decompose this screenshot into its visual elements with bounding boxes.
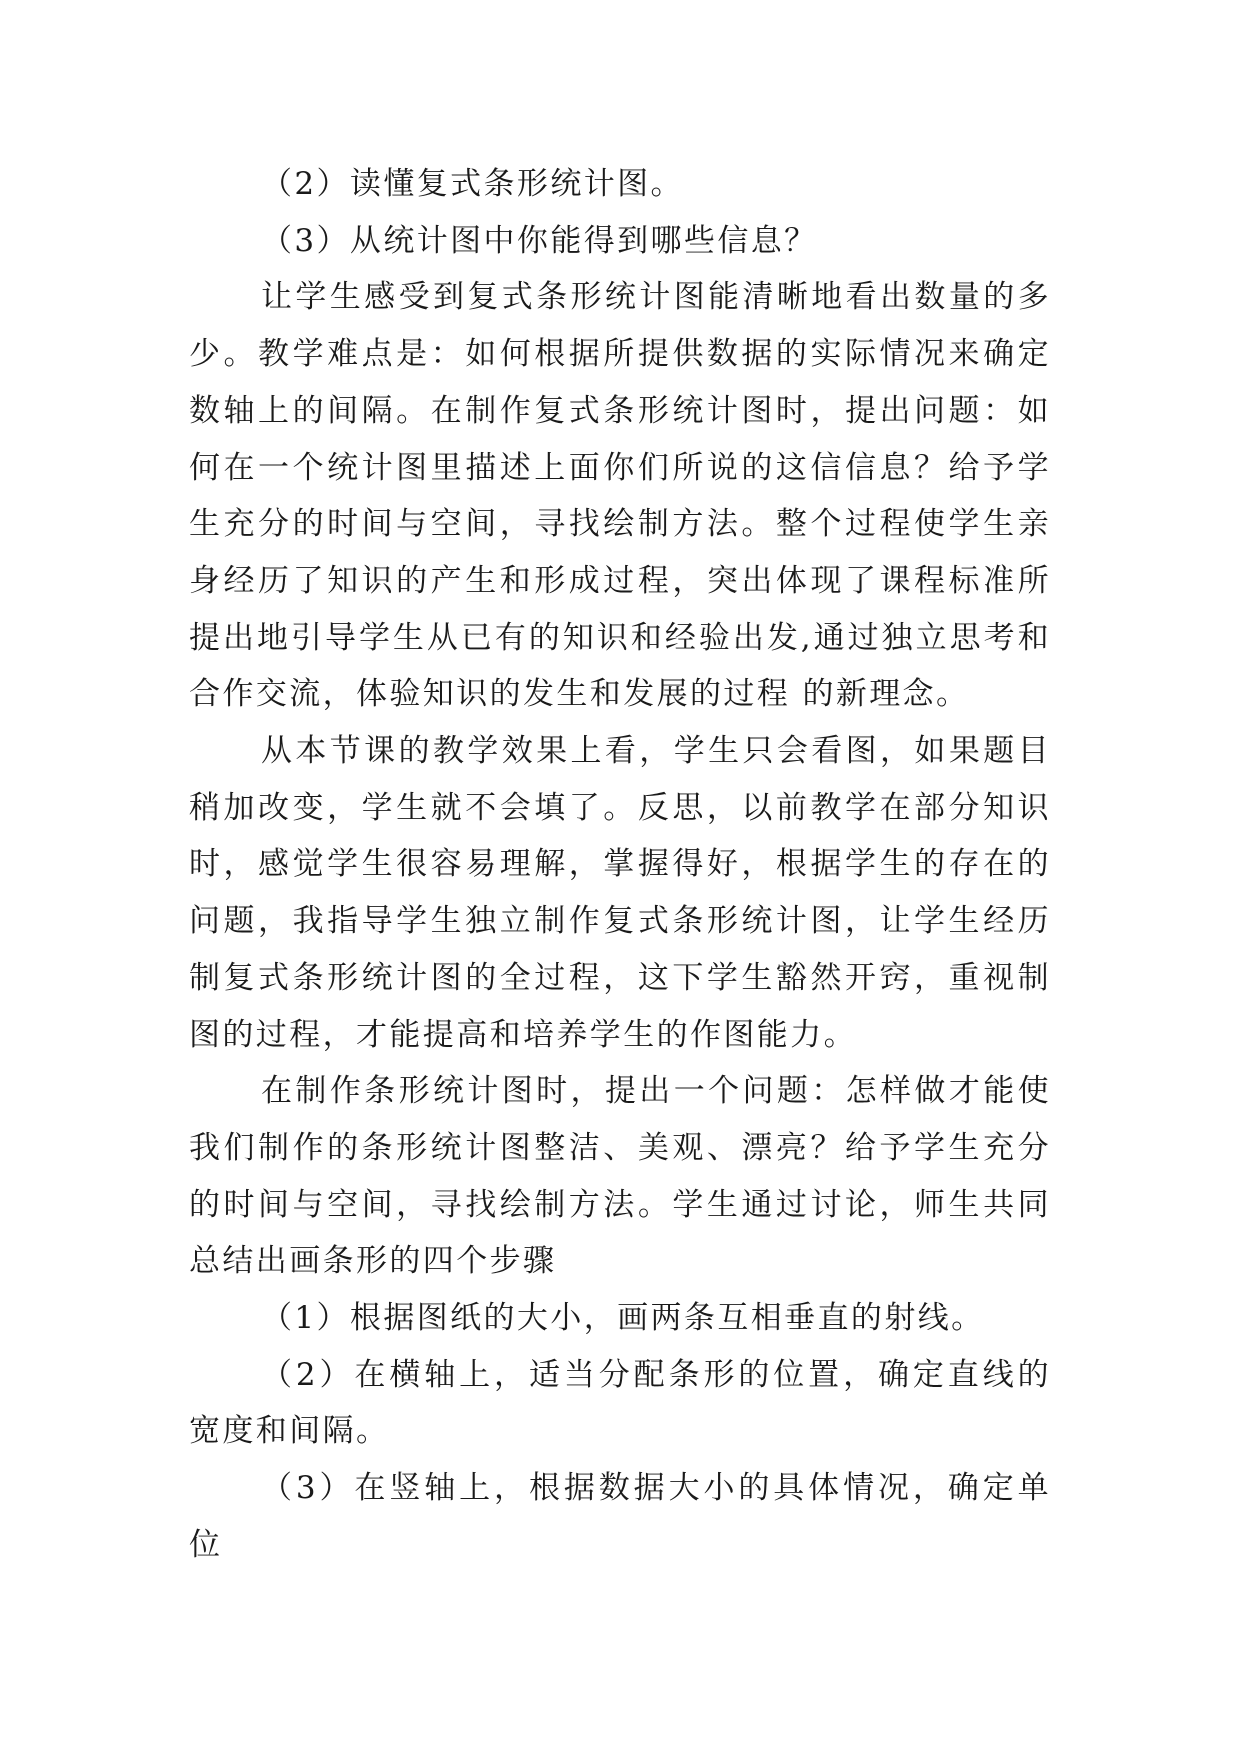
body-text: [189, 156, 1051, 1574]
paragraph-teaching-difficulty: 让学生感受到复式条形统计图能清晰地看出数量的多少。教学难点是：如何根据所提供数据的实际情况来确定数轴上的间隔。在制作复式条形统计图时，提出问题：如何在一个统计图里描述上面你们所说的这信信息？给予学生充分的时间与空间，寻找绘制方法。整个过程使学生亲身经历了知识的产生和形成过程，突出体现了课程标准所提出地引导学生从已有的知识和经验出发,通过独立思考和合作交流，体验知识的发生和发展的过程 的新理念。: [189, 279, 1051, 713]
step-3: （3）在竖轴上，根据数据大小的具体情况，确定单位: [189, 1470, 1051, 1563]
step-1: （1）根据图纸的大小，画两条互相垂直的射线。: [261, 1300, 985, 1337]
paragraph-drawing-steps: 在制作条形统计图时，提出一个问题：怎样做才能使我们制作的条形统计图整洁、美观、漂亮？给予学生充分的时间与空间，寻找绘制方法。学生通过讨论，师生共同总结出画条形的四个步骤: [189, 1073, 1051, 1280]
list-item-2-read-chart: （2）读懂复式条形统计图。: [261, 166, 684, 202]
step-2: （2）在横轴上，适当分配条形的位置，确定直线的宽度和间隔。: [189, 1356, 1051, 1450]
list-item-3-get-info: （3）从统计图中你能得到哪些信息？: [261, 222, 818, 259]
paragraph-teaching-effect: 从本节课的教学效果上看，学生只会看图，如果题目稍加改变，学生就不会填了。反思，以前教学在部分知识时，感觉学生很容易理解，掌握得好，根据学生的存在的问题，我指导学生独立制作复式条形统计图，让学生经历制复式条形统计图的全过程，这下学生豁然开窍，重视制图的过程，才能提高和培养学生的作图能力。: [189, 733, 1051, 1053]
